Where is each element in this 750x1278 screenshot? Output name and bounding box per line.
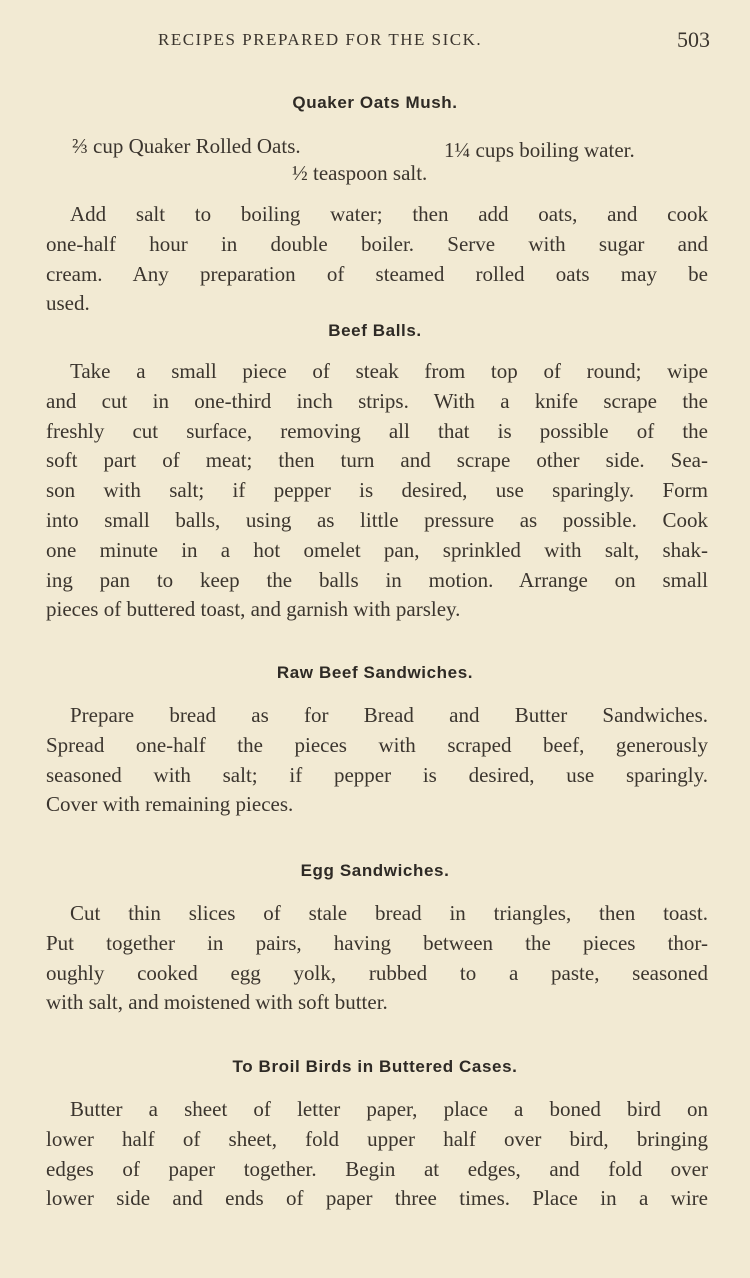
- text-line: edges of paper together. Begin at edges, and fold over: [46, 1156, 708, 1181]
- recipe-paragraph: [46, 701, 708, 820]
- text-line: one minute in a hot omelet pan, sprinkled with salt, shak-: [46, 537, 708, 562]
- recipe-title: Beef Balls.: [328, 321, 422, 340]
- text-line: used.: [46, 291, 90, 316]
- text-line: ing pan to keep the balls in motion. Arrange on small: [46, 567, 708, 592]
- text-line: Cover with remaining pieces.: [46, 792, 294, 817]
- running-header: [158, 27, 710, 52]
- text-line: and cut in one-third inch strips. With a knife scrape the: [46, 388, 708, 413]
- recipe-title: Egg Sandwiches.: [300, 861, 450, 880]
- recipe-title: Raw Beef Sandwiches.: [276, 663, 474, 682]
- text-line: Take a small piece of steak from top of round; wipe: [70, 359, 708, 383]
- ingredient: ⅔ cup Quaker Rolled Oats.: [72, 134, 301, 158]
- recipe-paragraph: [46, 899, 708, 1018]
- text-line: oughly cooked egg yolk, rubbed to a paste, seasoned: [46, 960, 708, 985]
- text-line: pieces of buttered toast, and garnish with parsley.: [46, 597, 461, 622]
- text-line: son with salt; if pepper is desired, use sparingly. Form: [46, 478, 708, 503]
- recipe-title: Quaker Oats Mush.: [292, 93, 458, 112]
- text-line: cream. Any preparation of steamed rolled oats may be: [46, 261, 708, 286]
- text-line: Butter a sheet of letter paper, place a boned bird on: [70, 1097, 708, 1121]
- text-line: Put together in pairs, having between the pieces thor-: [46, 930, 708, 955]
- page-number: 503: [677, 27, 710, 52]
- text-line: Prepare bread as for Bread and Butter Sandwiches.: [70, 703, 708, 727]
- text-line: one-half hour in double boiler. Serve with sugar and: [46, 231, 708, 256]
- text-line: into small balls, using as little pressure as possible. Cook: [46, 507, 708, 532]
- recipe-paragraph: [46, 1095, 708, 1214]
- text-line: seasoned with salt; if pepper is desired, use sparingly.: [46, 762, 708, 787]
- ingredient: 1¼ cups boiling water.: [444, 138, 635, 162]
- text-line: Cut thin slices of stale bread in triangles, then toast.: [70, 901, 708, 925]
- text-line: Spread one-half the pieces with scraped beef, generously: [46, 732, 708, 757]
- text-line: freshly cut surface, removing all that is possible of the: [46, 418, 708, 443]
- text-line: with salt, and moistened with soft butter.: [46, 990, 388, 1015]
- recipe-paragraph: [46, 200, 708, 319]
- text-line: Add salt to boiling water; then add oats, and cook: [70, 202, 708, 226]
- text-line: lower half of sheet, fold upper half over bird, bringing: [46, 1126, 708, 1151]
- text-line: soft part of meat; then turn and scrape other side. Sea-: [46, 448, 708, 473]
- ingredient: ½ teaspoon salt.: [292, 161, 428, 185]
- text-line: lower side and ends of paper three times. Place in a wire: [46, 1186, 708, 1211]
- recipe-title: To Broil Birds in Buttered Cases.: [232, 1057, 518, 1076]
- recipe-paragraph: [46, 357, 708, 625]
- running-title: RECIPES PREPARED FOR THE SICK.: [158, 30, 483, 49]
